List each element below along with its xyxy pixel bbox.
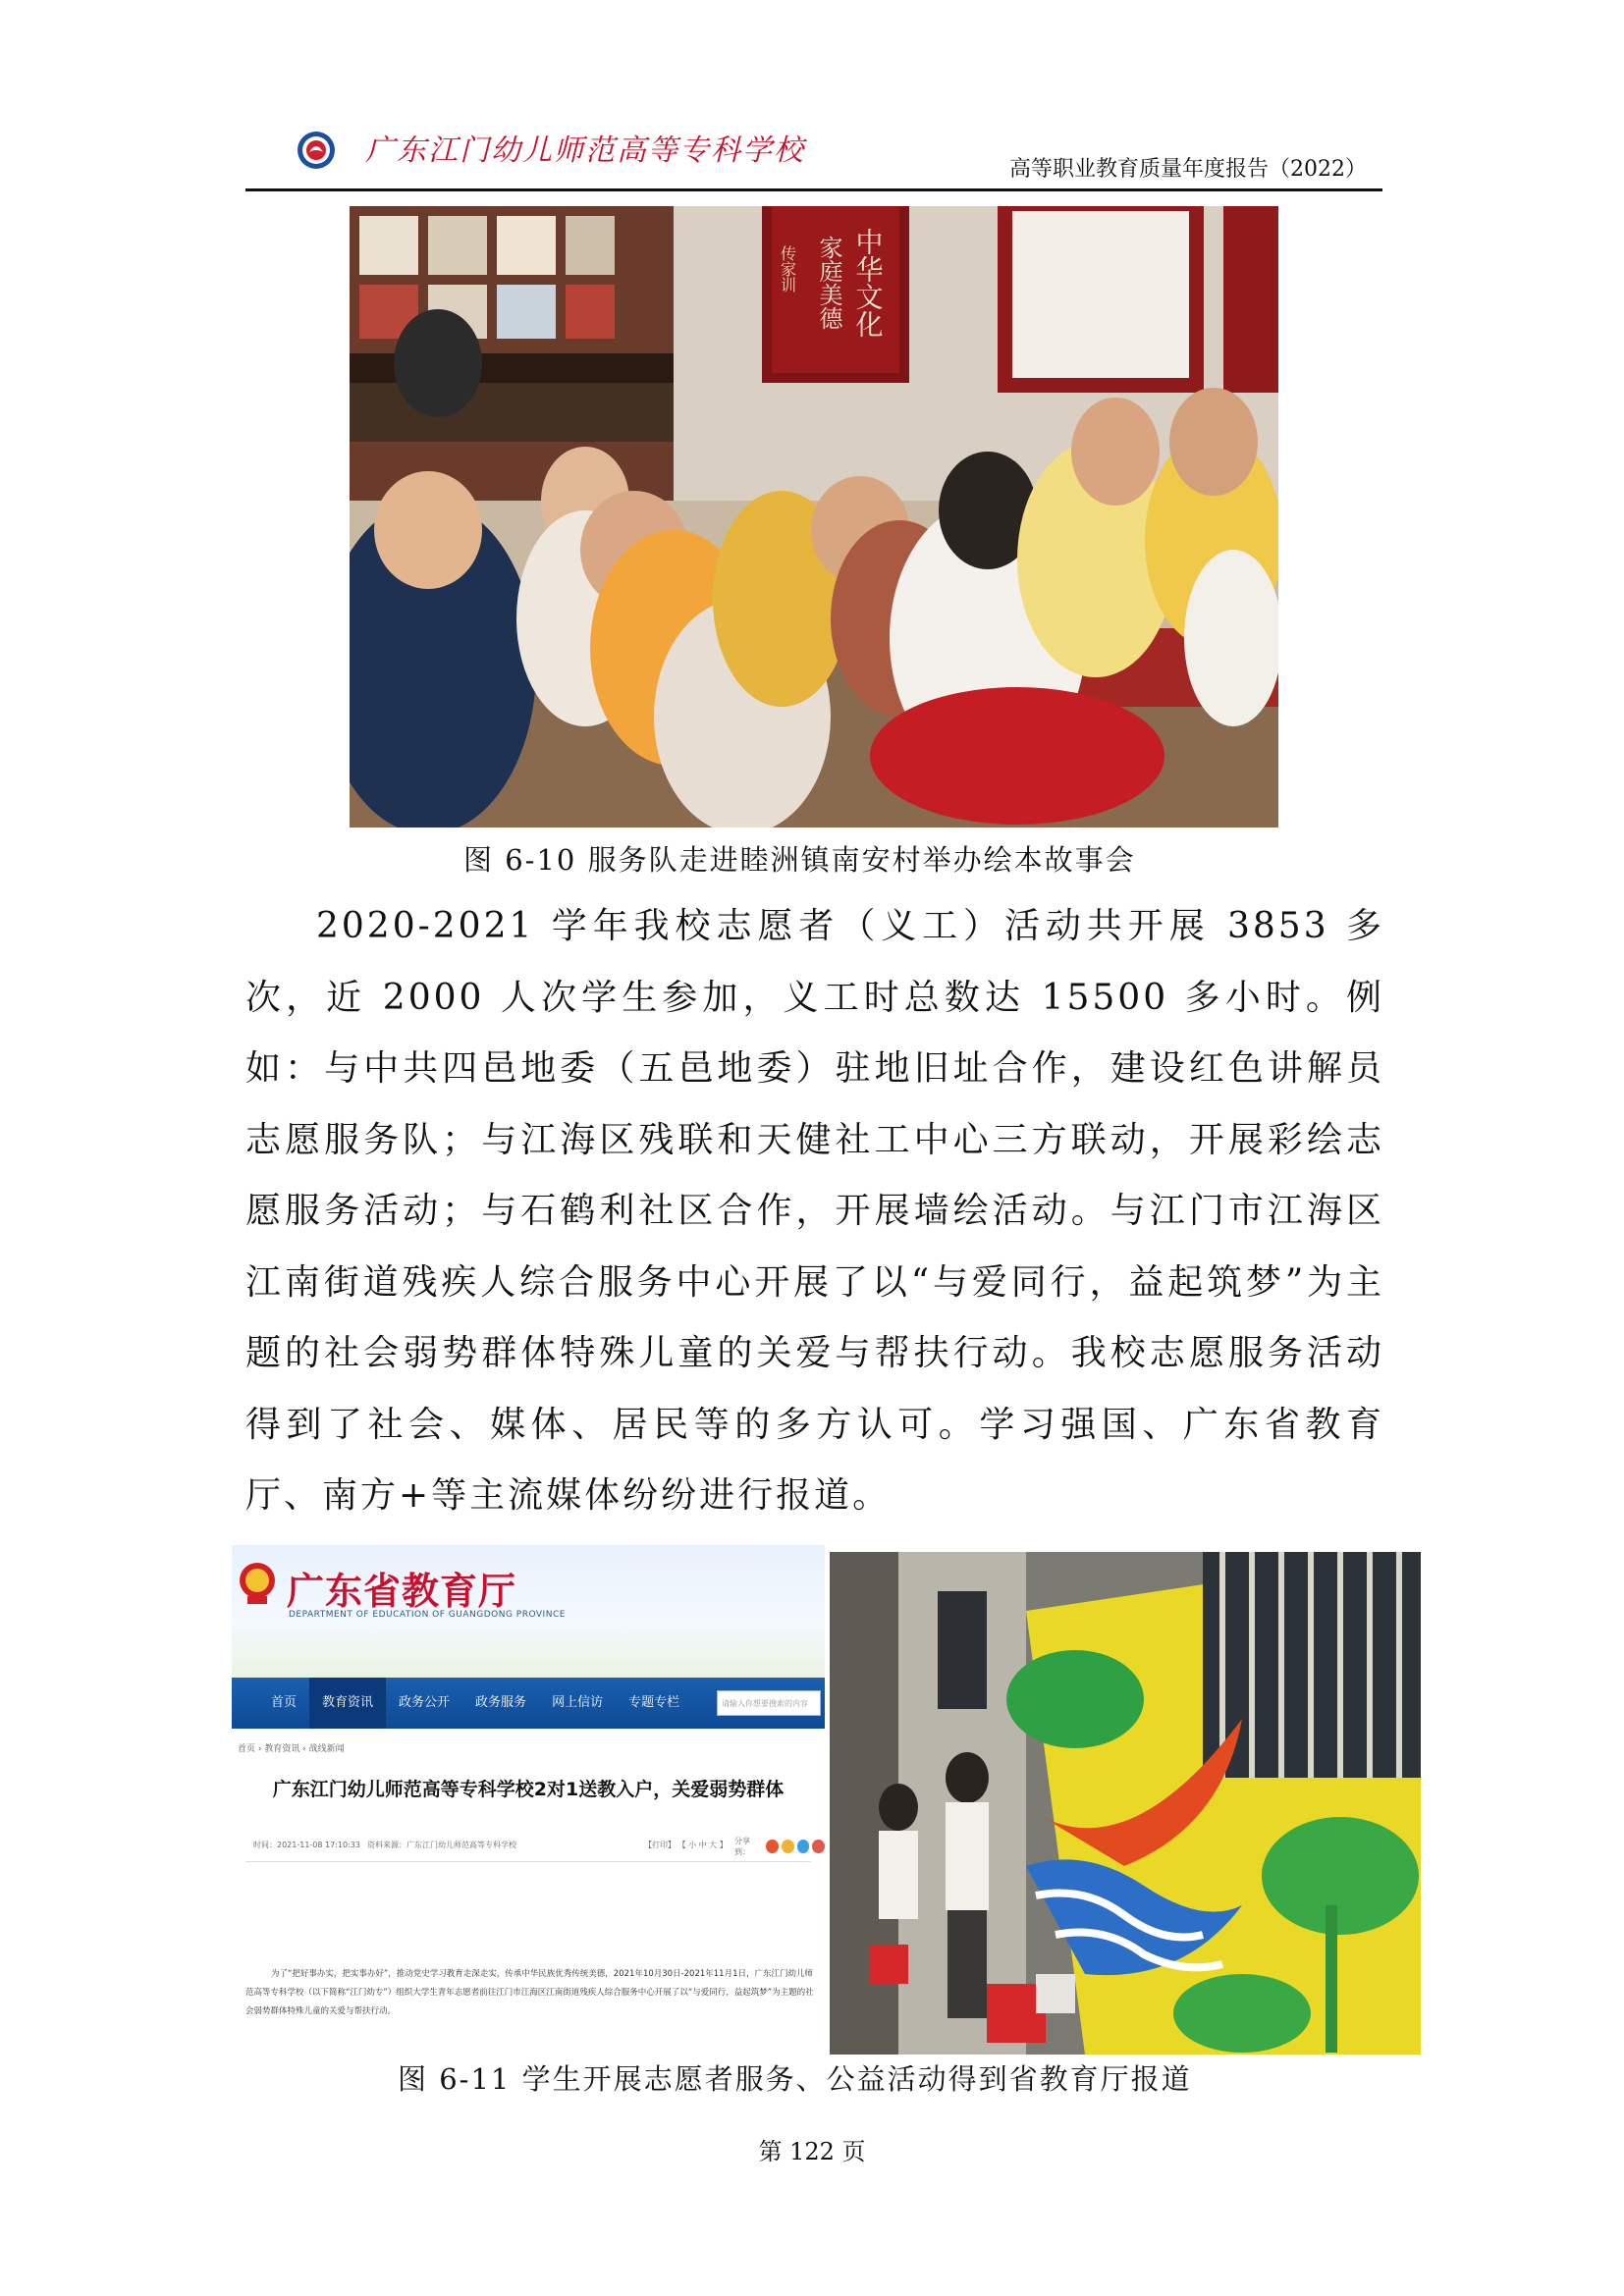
portal-title: 广东省教育厅 [287,1570,517,1613]
portal-article-source: 资料来源：广东江门幼儿师范高等专科学校 [367,1841,516,1849]
share-qzone-icon[interactable] [782,1840,794,1853]
portal-print-font-tools[interactable]: 【打印】 【 小 中 大 】 [644,1841,728,1849]
share-wechat-icon[interactable] [797,1840,810,1853]
nav-online-petition[interactable]: 网上信访 [552,1695,604,1710]
sign-family-virtue: 家庭美德 [815,236,842,330]
share-label: 分享到： [734,1837,750,1856]
school-name: 广东江门幼儿师范高等专科学校 [365,133,805,168]
edu-portal-screenshot [232,1545,825,2048]
portal-share [734,1836,825,1857]
storytelling-photo [350,206,1278,828]
portal-breadcrumb[interactable]: 首页 › 教育资讯 › 战线新闻 [238,1744,345,1754]
search-placeholder: 请输入你想要搜索的内容 [722,1699,808,1708]
nav-home[interactable]: 首页 [271,1695,298,1710]
share-more-icon[interactable] [812,1840,825,1853]
share-weibo-icon[interactable] [766,1840,779,1853]
figure-6-10-caption: 图 6-10 服务队走进睦洲镇南安村举办绘本故事会 [463,843,1136,877]
portal-article-text: 为了“把好事办实，把实事办好”，推动党史学习教育走深走实，传承中华民族优秀传统美德，2021年10月30日-2021年11月1日，广东江门幼儿师范高等专科学校（以下简称“江门幼专”）组织大学生青年志愿者前往江门市江海区江南街道残疾人综合服务中心开展了以“与爱同行，益起筑梦”为主题的社会弱势群体特殊儿童的关爱与帮扶行动。 [245,1969,814,2016]
portal-article-time: 时间：2021-11-08 17:10:33 [253,1841,360,1849]
sign-family-motto: 传家训 [778,245,797,293]
sign-chinese-culture: 中华文化 [851,228,885,338]
portal-banner [232,1545,825,1678]
body-paragraph: 2020-2021 学年我校志愿者（义工）活动共开展 3853 多次，近 2000 人次学生参加，义工时总数达 15500 多小时。例如：与中共四邑地委（五邑地委）驻地旧址合作，建设红色讲解员志愿服务队；与江海区残联和天健社工中心三方联动，开展彩绘志愿服务活动；与石鹤利社区合作，开展墙绘活动。与江门市江海区江南街道残疾人综合服务中心开展了以“与爱同行，益起筑梦”为主题的社会弱势群体特殊儿童的关爱与帮扶行动。我校志愿服务活动得到了社会、媒体、居民等的多方认可。学习强国、广东省教育厅、南方+等主流媒体纷纷进行报道。 [245,906,1384,1516]
figure-6-11-caption: 图 6-11 学生开展志愿者服务、公益活动得到省教育厅报道 [398,2062,1192,2096]
report-title: 高等职业教育质量年度报告（2022） [1009,157,1367,182]
nav-government-services[interactable]: 政务服务 [475,1695,527,1710]
header-divider [245,188,1382,191]
nav-education-news[interactable]: 教育资讯 [309,1678,386,1729]
mural-painting-photo [830,1552,1421,2055]
portal-search-input[interactable] [717,1690,821,1716]
nav-government-affairs[interactable]: 政务公开 [399,1695,451,1710]
portal-article-title: 广东江门幼儿师范高等专科学校2对1送教入户，关爱弱势群体 [272,1779,785,1800]
school-logo-icon [297,131,336,170]
nav-special-topics[interactable]: 专题专栏 [628,1695,680,1710]
page-number: 第 122 页 [758,2138,866,2165]
national-emblem-icon [238,1559,277,1606]
portal-divider [245,1861,811,1862]
portal-subtitle: DEPARTMENT OF EDUCATION OF GUANGDONG PROVINCE [289,1610,566,1620]
